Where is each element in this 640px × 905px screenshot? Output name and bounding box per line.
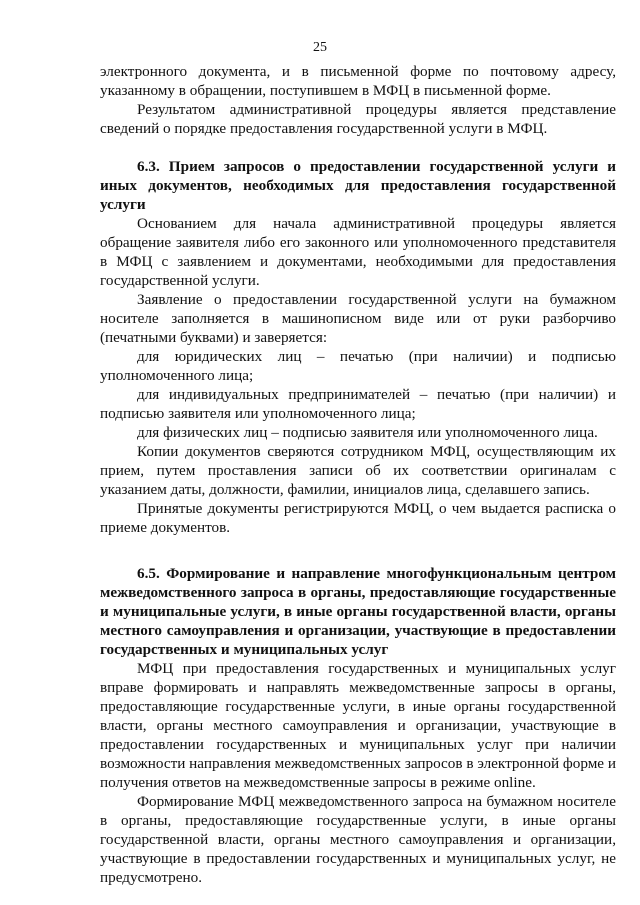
section-6-3-paragraph: Заявление о предоставлении государственной услуги на бумажном носителе заполняется в машинописном виде или от руки разборчиво (печатными буквами) и заверяется: xyxy=(100,291,616,346)
section-6-5-paragraph: Формирование МФЦ межведомственного запроса на бумажном носителе в органы, предоставляющие государственные услуги, в иные органы государственной власти, органы местного самоуправления и организации, участвующие в предоставлении государственных и муниципальных услуг, не предусмотрено. xyxy=(100,793,616,886)
page-number: 25 xyxy=(313,40,327,55)
page-content xyxy=(100,62,616,887)
section-6-3-list-item: для юридических лиц – печатью (при наличии) и подписью уполномоченного лица; xyxy=(100,348,616,384)
section-6-3-paragraph: Принятые документы регистрируются МФЦ, о чем выдается расписка о приеме документов. xyxy=(100,500,616,536)
section-6-3-list-item: для индивидуальных предпринимателей – печатью (при наличии) и подписью заявителя или уполномоченного лица; xyxy=(100,386,616,422)
section-6-5-paragraph: МФЦ при предоставления государственных и муниципальных услуг вправе формировать и направлять межведомственные запросы в органы, предоставляющие государственные услуги, в иные органы государственной власти, органы местного самоуправления и организации, участвующие в предоставлении государственных и муниципальных услуг при наличии возможности направления межведомственных запросов в электронной форме и получения ответов на межведомственные запросы в режиме online. xyxy=(100,660,616,791)
paragraph-result: Результатом административной процедуры является представление сведений о порядке предоставления государственной услуги в МФЦ. xyxy=(100,101,616,137)
section-6-3-heading: 6.3. Прием запросов о предоставлении государственной услуги и иных документов, необходимых для предоставления государственной услуги xyxy=(100,158,616,213)
section-6-5-heading: 6.5. Формирование и направление многофункциональным центром межведомственного запроса в органы, предоставляющие государственные и муниципальные услуги, в иные органы государственной власти, органы местного самоуправления и организации, участвующие в предоставлении государственных и муниципальных услуг xyxy=(100,565,616,658)
section-6-3-paragraph: Основанием для начала административной процедуры является обращение заявителя либо его законного или уполномоченного представителя в МФЦ с заявлением и документами, необходимыми для предоставления государственной услуги. xyxy=(100,215,616,289)
paragraph-continuation: электронного документа, и в письменной форме по почтовому адресу, указанному в обращении, поступившем в МФЦ в письменной форме. xyxy=(100,63,616,99)
section-6-3-paragraph: Копии документов сверяются сотрудником МФЦ, осуществляющим их прием, путем проставления записи об их соответствии оригиналам с указанием даты, должности, фамилии, инициалов лица, сделавшего запись. xyxy=(100,443,616,498)
section-6-3-list-item: для физических лиц – подписью заявителя или уполномоченного лица. xyxy=(137,424,598,441)
